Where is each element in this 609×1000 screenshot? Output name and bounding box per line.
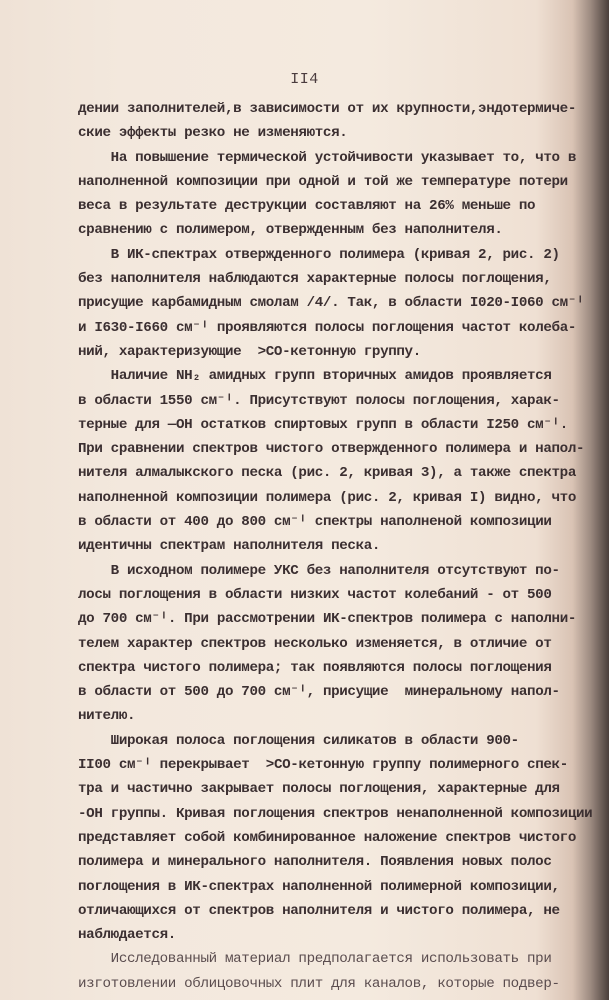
text-line: терные для —OH остатков спиртовых групп в области I250 см⁻ᴵ.: [78, 416, 568, 433]
text-line: нителю.: [78, 708, 136, 725]
text-line: спектра чистого полимера; так появляются полосы поглощения: [78, 659, 552, 676]
text-line: наполненной композиции полимера (рис. 2, кривая I) видно, что: [78, 489, 576, 506]
text-line: В ИК-спектрах отвержденного полимера (кривая 2, рис. 2): [78, 246, 560, 263]
text-line: сравнению с полимером, отвержденным без наполнителя.: [78, 222, 503, 239]
text-line: в области от 400 до 800 см⁻ᴵ спектры наполненой композиции: [78, 514, 552, 531]
text-line: представляет собой комбинированное наложение спектров чистого: [78, 829, 576, 846]
document-body: [78, 97, 593, 996]
text-line: полимера и минерального наполнителя. Появления новых полос: [78, 854, 552, 871]
text-line: телем характер спектров несколько изменяется, в отличие от: [78, 635, 552, 652]
text-line: и I630-I660 см⁻ᴵ проявляются полосы поглощения частот колеба-: [78, 319, 577, 336]
text-line: нителя алмалыкского песка (рис. 2, кривая 3), а также спектра: [78, 465, 576, 482]
text-line: изготовлении облицовочных плит для каналов, которые подвер-: [78, 975, 560, 992]
text-line: наполненной композиции при одной и той же температуре потери: [78, 173, 568, 190]
text-line: -OH группы. Кривая поглощения спектров ненаполненной композиции: [78, 805, 593, 822]
text-line: Широкая полоса поглощения силикатов в области 900-: [78, 732, 519, 749]
text-line: II00 см⁻ᴵ перекрывает >CO-кетонную группу полимерного спек-: [78, 757, 568, 774]
text-line: без наполнителя наблюдаются характерные полосы поглощения,: [78, 271, 552, 288]
text-line: идентичны спектрам наполнителя песка.: [78, 538, 381, 555]
text-line: дении заполнителей,в зависимости от их крупности,эндотермиче-: [78, 101, 576, 117]
text-line: поглощения в ИК-спектрах наполненной полимерной композиции,: [78, 878, 560, 895]
text-line: В исходном полимере УКС без наполнителя отсутствуют по-: [78, 562, 560, 579]
text-line: тра и частично закрывает полосы поглощения, характерные для: [78, 781, 560, 798]
text-line: до 700 см⁻ᴵ. При рассмотрении ИК-спектров полимера с наполни-: [78, 611, 577, 628]
text-line: При сравнении спектров чистого отвержденного полимера и напол-: [78, 441, 585, 458]
text-line: в области от 500 до 700 см⁻ᴵ, присущие минеральному напол-: [78, 684, 560, 701]
page-number: II4: [290, 71, 319, 88]
text-line: На повышение термической устойчивости указывает то, что в: [78, 149, 576, 166]
text-line: ские эффекты резко не изменяются.: [78, 125, 348, 142]
text-line: веса в результате деструкции составляют на 26% меньше по: [78, 198, 536, 215]
text-line: Наличие NH₂ амидных групп вторичных амидов проявляется: [78, 368, 552, 385]
text-line: ний, характеризующие >CO-кетонную группу.: [78, 343, 421, 360]
text-line: наблюдается.: [78, 927, 176, 944]
text-line: отличающихся от спектров наполнителя и чистого полимера, не: [78, 902, 560, 919]
text-line: присущие карбамидным смолам /4/. Так, в области I020-I060 см⁻ᴵ: [78, 295, 585, 312]
text-line: лосы поглощения в области низких частот колебаний - от 500: [78, 586, 552, 603]
text-line: Исследованный материал предполагается использовать при: [78, 951, 552, 968]
text-line: в области 1550 см⁻ᴵ. Присутствуют полосы поглощения, харак-: [78, 392, 560, 409]
